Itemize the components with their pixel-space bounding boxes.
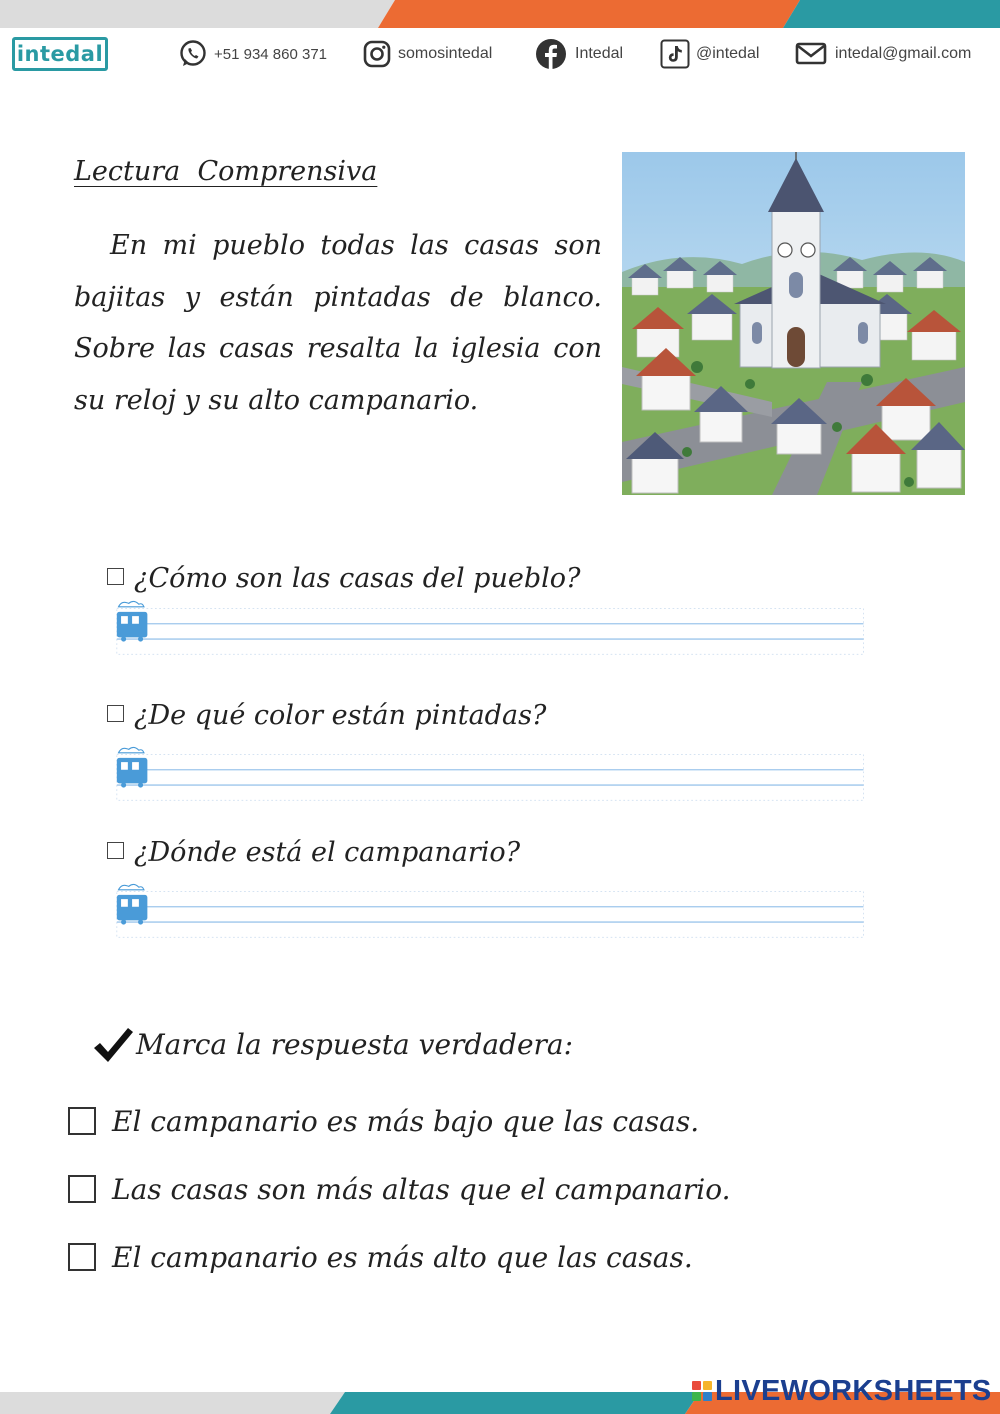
reading-text: En mi pueblo todas las casas son bajitas y están pintadas de blanco. Sobre las casas resalta la iglesia con su reloj y su alto campanario. xyxy=(74,230,602,416)
whatsapp-icon xyxy=(178,39,208,69)
option-1[interactable] xyxy=(68,1105,699,1137)
question-2-text: ¿De qué color están pintadas? xyxy=(134,700,547,731)
option-2-text: Las casas son más altas que el campanario. xyxy=(112,1172,731,1206)
reading-title: Lectura Comprensiva xyxy=(74,156,378,187)
option-3-text: El campanario es más alto que las casas. xyxy=(112,1240,693,1274)
question-2 xyxy=(107,700,546,731)
contact-email[interactable] xyxy=(795,38,971,70)
question-bullet-box xyxy=(107,705,124,722)
mail-icon xyxy=(795,41,827,67)
option-checkbox[interactable] xyxy=(68,1243,96,1271)
contact-facebook[interactable] xyxy=(535,38,623,70)
question-1 xyxy=(107,563,580,594)
answer-writing-area-3[interactable] xyxy=(50,883,932,939)
intedal-logo: intedal xyxy=(12,37,108,71)
liveworksheets-brand: LIVEWORKSHEETS xyxy=(715,1374,992,1407)
liveworksheets-logo xyxy=(692,1376,992,1406)
answer-writing-area-2[interactable] xyxy=(50,746,932,802)
option-checkbox[interactable] xyxy=(68,1175,96,1203)
question-1-text: ¿Cómo son las casas del pueblo? xyxy=(134,563,581,594)
question-3 xyxy=(107,837,520,868)
contact-tiktok[interactable] xyxy=(660,38,759,70)
contact-text: +51 934 860 371 xyxy=(214,45,328,63)
instagram-icon xyxy=(362,39,392,69)
train-icon xyxy=(117,884,148,924)
contact-text: intedal@gmail.com xyxy=(835,45,972,62)
tiktok-icon xyxy=(660,39,690,69)
liveworksheets-mark-icon xyxy=(692,1381,712,1401)
option-1-text: El campanario es más bajo que las casas. xyxy=(112,1104,700,1138)
contact-text: Intedal xyxy=(575,45,624,62)
option-checkbox[interactable] xyxy=(68,1107,96,1135)
contact-text: @intedal xyxy=(696,45,760,62)
question-bullet-box xyxy=(107,842,124,859)
contact-text: somosintedal xyxy=(398,45,493,62)
train-icon xyxy=(117,601,148,641)
facebook-icon xyxy=(535,38,567,70)
top-decorative-stripe xyxy=(0,0,1000,28)
town-church-illustration xyxy=(622,152,965,495)
checkmark-icon xyxy=(92,1026,134,1066)
answer-writing-area-1[interactable] xyxy=(50,600,932,656)
contact-instagram[interactable] xyxy=(362,38,492,70)
train-icon xyxy=(117,747,148,787)
contact-whatsapp[interactable] xyxy=(178,38,327,70)
question-bullet-box xyxy=(107,568,124,585)
true-answer-instruction: Marca la respuesta verdadera: xyxy=(136,1028,574,1061)
option-2[interactable] xyxy=(68,1173,731,1205)
option-3[interactable] xyxy=(68,1241,693,1273)
question-3-text: ¿Dónde está el campanario? xyxy=(134,837,521,868)
